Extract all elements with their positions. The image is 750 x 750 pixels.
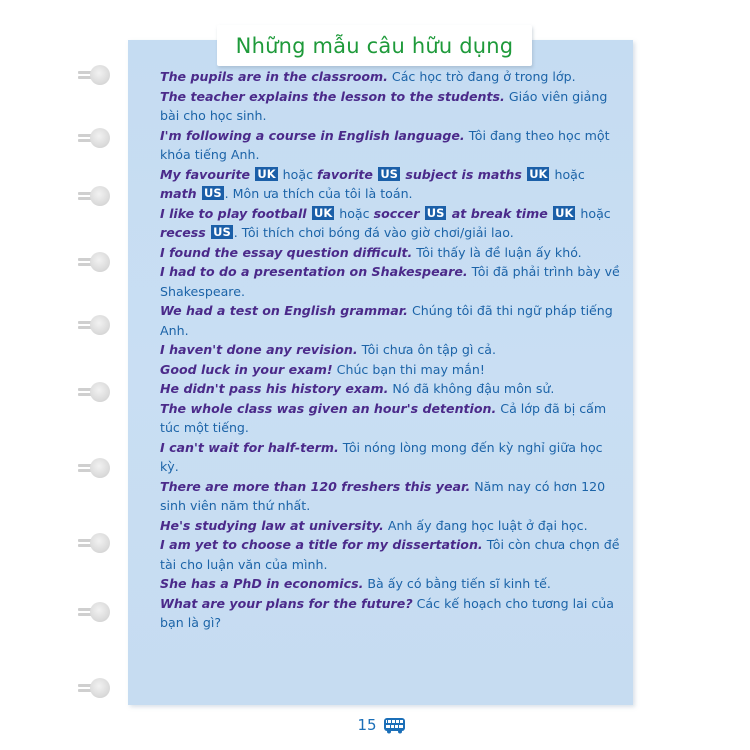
- binder-ring-icon: [78, 381, 112, 403]
- phrase-entry: [160, 204, 622, 243]
- region-tag: US: [426, 205, 445, 220]
- vietnamese-translation: Chúng tôi đã thi ngữ pháp tiếng Anh.: [160, 303, 613, 338]
- english-phrase: Good luck in your exam!: [160, 361, 333, 377]
- vietnamese-translation: Tôi chưa ôn tập gì cả.: [357, 342, 496, 357]
- binder-ring-icon: [78, 601, 112, 623]
- phrase-entry: [160, 477, 622, 516]
- english-phrase: I haven't done any revision.: [160, 342, 358, 357]
- vietnamese-translation: Anh ấy đang học luật ở đại học.: [383, 517, 588, 533]
- vietnamese-translation: Nó đã không đậu môn sử.: [388, 381, 555, 396]
- english-phrase: I had to do a presentation on Shakespeare.: [160, 264, 468, 279]
- english-phrase: math: [160, 186, 201, 201]
- english-phrase: I found the essay question difficult.: [160, 244, 413, 260]
- binder-ring-icon: [78, 185, 112, 207]
- english-phrase: The teacher explains the lesson to the students.: [160, 88, 505, 104]
- english-phrase: The whole class was given an hour's detention.: [160, 400, 497, 416]
- english-phrase: recess: [160, 225, 211, 240]
- vietnamese-translation: . Tôi thích chơi bóng đá vào giờ chơi/giải lao.: [233, 225, 514, 240]
- english-phrase: I can't wait for half-term.: [160, 439, 339, 455]
- binder-ring-icon: [78, 64, 112, 86]
- phrase-entry: [160, 301, 622, 340]
- phrase-list: [160, 67, 622, 633]
- english-phrase: He didn't pass his history exam.: [160, 381, 389, 396]
- vietnamese-translation: Giáo viên giảng bài cho học sinh.: [160, 88, 608, 123]
- english-phrase: She has a PhD in economics.: [160, 576, 364, 591]
- vietnamese-translation: Chúc bạn thi may mắn!: [332, 361, 485, 377]
- double-decker-bus-icon: [383, 717, 407, 734]
- phrase-entry: [160, 516, 622, 536]
- region-tag: UK: [257, 166, 276, 181]
- page-number: 15: [357, 716, 377, 734]
- phrase-entry: [160, 243, 622, 263]
- vietnamese-translation: Các học trò đang ở trong lớp.: [387, 69, 576, 84]
- vietnamese-translation: Bà ấy có bằng tiến sĩ kinh tế.: [363, 576, 551, 591]
- phrase-entry: [160, 379, 622, 399]
- binder-ring-icon: [78, 677, 112, 699]
- phrase-entry: [160, 165, 622, 204]
- english-phrase: We had a test on English grammar.: [160, 303, 408, 318]
- vietnamese-translation: Cả lớp đã bị cấm túc một tiếng.: [160, 400, 607, 435]
- binder-ring-icon: [78, 532, 112, 554]
- region-tag: US: [213, 225, 231, 239]
- title-tab: [217, 25, 532, 66]
- vietnamese-translation: Các kế hoạch cho tương lai của bạn là gì?: [160, 595, 614, 630]
- region-tag: UK: [313, 205, 333, 220]
- vietnamese-translation: hoặc: [335, 205, 374, 221]
- region-tag: UK: [555, 205, 574, 220]
- vietnamese-translation: Tôi đã phải trình bày về Shakespeare.: [160, 264, 620, 299]
- phrase-entry: [160, 399, 622, 438]
- english-phrase: He's studying law at university.: [160, 517, 384, 533]
- page-title: Những mẫu câu hữu dụng: [235, 33, 514, 58]
- vietnamese-translation: hoặc: [550, 166, 585, 182]
- phrase-entry: [160, 340, 622, 360]
- english-phrase: The pupils are in the classroom.: [160, 69, 388, 84]
- english-phrase: I am yet to choose a title for my dissertation.: [160, 537, 483, 552]
- phrase-entry: [160, 360, 622, 380]
- phrase-entry: [160, 67, 622, 87]
- binder-ring-icon: [78, 251, 112, 273]
- english-phrase: My favourite: [160, 166, 255, 182]
- vietnamese-translation: Năm nay có hơn 120 sinh viên năm thứ nhất.: [160, 478, 606, 513]
- region-tag: UK: [529, 166, 548, 181]
- english-phrase: soccer: [373, 205, 424, 221]
- english-phrase: What are your plans for the future?: [160, 595, 413, 611]
- vietnamese-translation: Tôi nóng lòng mong đến kỳ nghỉ giữa học kỳ.: [160, 439, 603, 474]
- vietnamese-translation: Tôi thấy là đề luận ấy khó.: [412, 244, 582, 260]
- phrase-entry: [160, 262, 622, 301]
- english-phrase: favorite: [317, 166, 378, 182]
- region-tag: US: [204, 186, 222, 200]
- vietnamese-translation: Tôi đang theo học một khóa tiếng Anh.: [160, 127, 610, 162]
- phrase-entry: [160, 438, 622, 477]
- vietnamese-translation: Tôi còn chưa chọn đề tài cho luận văn của mình.: [160, 537, 620, 572]
- region-tag: US: [380, 166, 398, 181]
- phrase-entry: [160, 574, 622, 594]
- english-phrase: subject is maths: [400, 166, 527, 182]
- phrase-entry: [160, 594, 622, 633]
- phrase-entry: [160, 87, 622, 126]
- phrase-entry: [160, 535, 622, 574]
- vietnamese-translation: hoặc: [576, 205, 611, 221]
- binder-ring-icon: [78, 314, 112, 336]
- english-phrase: There are more than 120 freshers this year.: [160, 478, 471, 494]
- english-phrase: I'm following a course in English language.: [160, 127, 465, 143]
- binder-ring-icon: [78, 127, 112, 149]
- english-phrase: I like to play football: [160, 205, 311, 221]
- binder-ring-icon: [78, 457, 112, 479]
- vietnamese-translation: . Môn ưa thích của tôi là toán.: [224, 186, 413, 201]
- english-phrase: at break time: [447, 205, 553, 221]
- phrase-entry: [160, 126, 622, 165]
- page-footer: [0, 716, 750, 734]
- vietnamese-translation: hoặc: [278, 166, 317, 182]
